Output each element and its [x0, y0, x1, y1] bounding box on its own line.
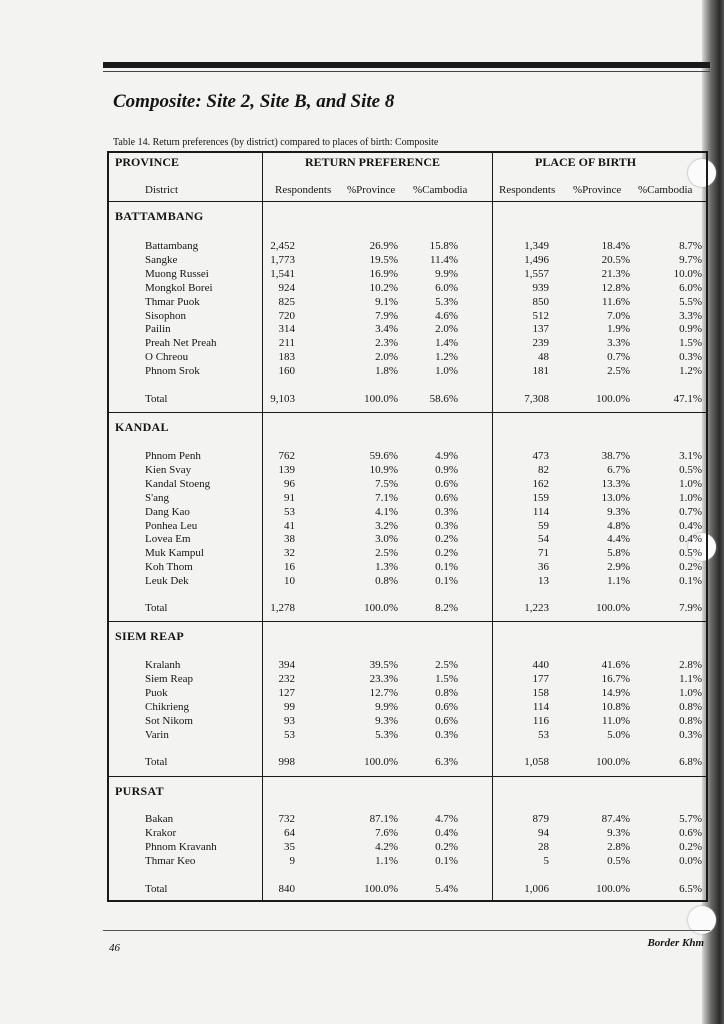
cell-r2: 7,308 [524, 393, 549, 405]
cell-c1: 1.0% [435, 365, 458, 377]
cell-p1: 59.6% [369, 450, 398, 462]
cell-p2: 100.0% [596, 602, 630, 614]
cell-p2: 2.8% [607, 841, 630, 853]
footer-rule [103, 930, 710, 931]
cell-district: Sangke [145, 254, 178, 266]
cell-r1: 232 [278, 673, 295, 685]
cell-p1: 12.7% [369, 687, 398, 699]
cell-c2: 0.2% [679, 841, 702, 853]
cell-p2: 14.9% [601, 687, 630, 699]
cell-c2: 0.8% [679, 715, 702, 727]
cell-district: Lovea Em [145, 533, 191, 545]
table-row [107, 463, 708, 477]
cell-r1: 160 [278, 365, 295, 377]
cell-p1: 3.2% [375, 520, 398, 532]
cell-p2: 11.0% [601, 715, 630, 727]
table-row [107, 364, 708, 378]
cell-district: Kien Svay [145, 464, 192, 476]
cell-r1: 840 [278, 883, 295, 895]
cell-r2: 5 [543, 855, 549, 867]
cell-p2: 1.1% [607, 575, 630, 587]
header-return-preference: RETURN PREFERENCE [305, 155, 441, 169]
cell-p1: 1.8% [375, 365, 398, 377]
cell-p2: 100.0% [596, 756, 630, 768]
cell-district: Siem Reap [145, 673, 193, 685]
cell-p2: 5.8% [607, 547, 630, 559]
table-row [107, 267, 708, 281]
cell-r1: 10 [284, 575, 295, 587]
cell-r2: 1,006 [524, 883, 549, 895]
cell-r2: 54 [538, 533, 549, 545]
table-row [107, 295, 708, 309]
cell-r1: 1,541 [270, 268, 295, 280]
page-number: 46 [109, 942, 120, 954]
cell-p2: 13.3% [601, 478, 630, 490]
cell-c2: 1.0% [679, 492, 702, 504]
cell-r2: 879 [532, 813, 549, 825]
cell-c1: 0.8% [435, 687, 458, 699]
table-row [107, 574, 708, 588]
cell-c1: 9.9% [435, 268, 458, 280]
cell-r1: 99 [284, 701, 295, 713]
cell-r1: 314 [278, 323, 295, 335]
table-row [107, 826, 708, 840]
cell-r2: 13 [538, 575, 549, 587]
cell-district: Phnom Kravanh [145, 841, 217, 853]
cell-c1: 0.6% [435, 701, 458, 713]
cell-p2: 9.3% [607, 506, 630, 518]
cell-p1: 23.3% [369, 673, 398, 685]
cell-p1: 2.0% [375, 351, 398, 363]
cell-c1: 0.6% [435, 478, 458, 490]
cell-c2: 10.0% [673, 268, 702, 280]
cell-p1: 10.2% [369, 282, 398, 294]
cell-c1: 8.2% [435, 602, 458, 614]
cell-p1: 7.9% [375, 310, 398, 322]
cell-district: Phnom Penh [145, 450, 201, 462]
cell-c2: 2.8% [679, 659, 702, 671]
cell-r2: 162 [532, 478, 549, 490]
cell-r1: 998 [278, 756, 295, 768]
cell-r2: 59 [538, 520, 549, 532]
cell-r1: 825 [278, 296, 295, 308]
cell-r2: 158 [532, 687, 549, 699]
cell-p2: 2.5% [607, 365, 630, 377]
cell-p1: 39.5% [369, 659, 398, 671]
cell-district: Total [145, 756, 168, 768]
cell-c2: 0.6% [679, 827, 702, 839]
cell-r1: 38 [284, 533, 295, 545]
table-row [107, 309, 708, 323]
cell-c1: 1.4% [435, 337, 458, 349]
cell-c2: 5.7% [679, 813, 702, 825]
cell-c2: 0.1% [679, 575, 702, 587]
cell-p1: 7.5% [375, 478, 398, 490]
cell-r1: 127 [278, 687, 295, 699]
cell-r1: 93 [284, 715, 295, 727]
cell-district: Total [145, 883, 168, 895]
cell-r1: 732 [278, 813, 295, 825]
total-row [107, 882, 708, 896]
cell-p2: 10.8% [601, 701, 630, 713]
cell-p1: 4.1% [375, 506, 398, 518]
table-row [107, 686, 708, 700]
cell-c2: 1.0% [679, 687, 702, 699]
cell-p2: 21.3% [601, 268, 630, 280]
cell-p2: 100.0% [596, 393, 630, 405]
cell-c2: 5.5% [679, 296, 702, 308]
cell-r2: 440 [532, 659, 549, 671]
cell-r2: 239 [532, 337, 549, 349]
header-pct-province-1: %Province [347, 184, 396, 196]
cell-r1: 96 [284, 478, 295, 490]
cell-c1: 4.9% [435, 450, 458, 462]
cell-r2: 1,349 [524, 240, 549, 252]
cell-r1: 183 [278, 351, 295, 363]
cell-district: Krakor [145, 827, 177, 839]
cell-c1: 0.9% [435, 464, 458, 476]
cell-c2: 1.5% [679, 337, 702, 349]
cell-c2: 0.5% [679, 464, 702, 476]
cell-district: Kralanh [145, 659, 181, 671]
cell-r1: 53 [284, 506, 295, 518]
cell-p1: 100.0% [364, 756, 398, 768]
header-rule-thin [103, 71, 710, 72]
cell-r2: 71 [538, 547, 549, 559]
cell-r1: 91 [284, 492, 295, 504]
cell-p2: 6.7% [607, 464, 630, 476]
cell-p1: 5.3% [375, 729, 398, 741]
cell-c1: 6.0% [435, 282, 458, 294]
cell-district: Varin [145, 729, 169, 741]
cell-c2: 0.4% [679, 520, 702, 532]
cell-p2: 18.4% [601, 240, 630, 252]
cell-p1: 2.3% [375, 337, 398, 349]
table-row [107, 658, 708, 672]
cell-district: Leuk Dek [145, 575, 189, 587]
province-heading: SIEM REAP [115, 629, 185, 643]
cell-c2: 1.1% [679, 673, 702, 685]
cell-r2: 28 [538, 841, 549, 853]
cell-c1: 5.3% [435, 296, 458, 308]
table-row [107, 239, 708, 253]
cell-p1: 100.0% [364, 602, 398, 614]
cell-c1: 6.3% [435, 756, 458, 768]
province-heading: PURSAT [115, 784, 164, 798]
cell-c2: 8.7% [679, 240, 702, 252]
header-divider [107, 201, 708, 202]
cell-p1: 100.0% [364, 393, 398, 405]
cell-c1: 58.6% [429, 393, 458, 405]
cell-c1: 0.1% [435, 855, 458, 867]
header-respondents-2: Respondents [499, 184, 556, 196]
cell-p1: 3.0% [375, 533, 398, 545]
cell-district: Bakan [145, 813, 174, 825]
cell-p1: 0.8% [375, 575, 398, 587]
cell-r1: 394 [278, 659, 295, 671]
cell-r2: 181 [532, 365, 549, 377]
cell-r1: 32 [284, 547, 295, 559]
cell-r2: 137 [532, 323, 549, 335]
cell-p2: 7.0% [607, 310, 630, 322]
cell-district: Pailin [145, 323, 171, 335]
cell-c2: 0.9% [679, 323, 702, 335]
cell-p1: 9.3% [375, 715, 398, 727]
cell-p2: 20.5% [601, 254, 630, 266]
cell-r1: 762 [278, 450, 295, 462]
cell-c2: 6.8% [679, 756, 702, 768]
cell-district: S'ang [145, 492, 169, 504]
cell-p1: 100.0% [364, 883, 398, 895]
cell-r2: 94 [538, 827, 549, 839]
table-row [107, 840, 708, 854]
cell-district: Puok [145, 687, 168, 699]
total-row [107, 755, 708, 769]
cell-p1: 19.5% [369, 254, 398, 266]
section-divider [107, 621, 708, 622]
header-place-of-birth: PLACE OF BIRTH [535, 155, 637, 169]
cell-r2: 114 [532, 506, 549, 518]
cell-r1: 720 [278, 310, 295, 322]
cell-p2: 1.9% [607, 323, 630, 335]
section-divider [107, 412, 708, 413]
cell-district: Preah Net Preah [145, 337, 217, 349]
cell-c2: 7.9% [679, 602, 702, 614]
cell-p2: 13.0% [601, 492, 630, 504]
cell-r1: 9,103 [270, 393, 295, 405]
cell-p1: 7.6% [375, 827, 398, 839]
cell-c2: 1.0% [679, 478, 702, 490]
cell-r1: 9 [289, 855, 295, 867]
cell-district: O Chreou [145, 351, 189, 363]
cell-p1: 1.1% [375, 855, 398, 867]
cell-r1: 35 [284, 841, 295, 853]
table-row [107, 253, 708, 267]
cell-c2: 0.3% [679, 351, 702, 363]
total-row [107, 601, 708, 615]
cell-district: Dang Kao [145, 506, 190, 518]
total-row [107, 392, 708, 406]
cell-r1: 211 [278, 337, 295, 349]
cell-c1: 0.3% [435, 506, 458, 518]
cell-district: Muong Russei [145, 268, 209, 280]
table-row [107, 714, 708, 728]
section-divider [107, 776, 708, 777]
cell-c1: 5.4% [435, 883, 458, 895]
cell-c2: 6.5% [679, 883, 702, 895]
header-pct-cambodia-2: %Cambodia [638, 184, 693, 196]
header-province: PROVINCE [115, 155, 180, 169]
cell-p1: 10.9% [369, 464, 398, 476]
cell-c2: 3.3% [679, 310, 702, 322]
cell-r2: 177 [532, 673, 549, 685]
table-row [107, 560, 708, 574]
cell-district: Muk Kampul [145, 547, 204, 559]
table-row [107, 700, 708, 714]
table-row [107, 322, 708, 336]
cell-r1: 2,452 [270, 240, 295, 252]
cell-r2: 473 [532, 450, 549, 462]
cell-r2: 82 [538, 464, 549, 476]
cell-c2: 9.7% [679, 254, 702, 266]
cell-c1: 0.1% [435, 561, 458, 573]
cell-r1: 53 [284, 729, 295, 741]
header-district: District [145, 184, 178, 196]
cell-p2: 12.8% [601, 282, 630, 294]
cell-p1: 26.9% [369, 240, 398, 252]
cell-district: Thmar Puok [145, 296, 200, 308]
cell-p2: 87.4% [601, 813, 630, 825]
cell-c1: 1.2% [435, 351, 458, 363]
cell-c1: 2.5% [435, 659, 458, 671]
cell-p1: 7.1% [375, 492, 398, 504]
cell-district: Chikrieng [145, 701, 189, 713]
cell-c1: 0.1% [435, 575, 458, 587]
cell-p2: 4.8% [607, 520, 630, 532]
table-row [107, 812, 708, 826]
cell-c2: 47.1% [673, 393, 702, 405]
cell-r1: 1,278 [270, 602, 295, 614]
cell-c1: 0.2% [435, 533, 458, 545]
cell-r2: 1,557 [524, 268, 549, 280]
cell-c1: 11.4% [429, 254, 458, 266]
cell-district: Sisophon [145, 310, 186, 322]
cell-district: Total [145, 393, 168, 405]
cell-p2: 16.7% [601, 673, 630, 685]
cell-r2: 116 [532, 715, 549, 727]
table-row [107, 505, 708, 519]
cell-p1: 1.3% [375, 561, 398, 573]
cell-p2: 38.7% [601, 450, 630, 462]
cell-p1: 3.4% [375, 323, 398, 335]
cell-r1: 64 [284, 827, 295, 839]
cell-p1: 2.5% [375, 547, 398, 559]
cell-c2: 6.0% [679, 282, 702, 294]
cell-c2: 0.8% [679, 701, 702, 713]
table-row [107, 336, 708, 350]
cell-r2: 36 [538, 561, 549, 573]
cell-r2: 1,058 [524, 756, 549, 768]
cell-c2: 0.2% [679, 561, 702, 573]
cell-p2: 41.6% [601, 659, 630, 671]
cell-c1: 0.3% [435, 729, 458, 741]
cell-p2: 3.3% [607, 337, 630, 349]
cell-p2: 100.0% [596, 883, 630, 895]
cell-c1: 4.6% [435, 310, 458, 322]
cell-district: Total [145, 602, 168, 614]
cell-r2: 512 [532, 310, 549, 322]
cell-r1: 16 [284, 561, 295, 573]
cell-r1: 1,773 [270, 254, 295, 266]
cell-district: Mongkol Borei [145, 282, 213, 294]
cell-c2: 3.1% [679, 450, 702, 462]
table-row [107, 854, 708, 868]
table-row [107, 532, 708, 546]
running-title: Border Khm [647, 937, 704, 949]
cell-p1: 9.9% [375, 701, 398, 713]
table-row [107, 728, 708, 742]
cell-district: Sot Nikom [145, 715, 193, 727]
cell-c1: 2.0% [435, 323, 458, 335]
cell-p2: 0.7% [607, 351, 630, 363]
cell-c1: 0.2% [435, 841, 458, 853]
header-rule [103, 62, 710, 68]
cell-c1: 1.5% [435, 673, 458, 685]
cell-c1: 0.6% [435, 492, 458, 504]
province-heading: BATTAMBANG [115, 209, 204, 223]
cell-p2: 9.3% [607, 827, 630, 839]
cell-district: Battambang [145, 240, 199, 252]
cell-c2: 0.5% [679, 547, 702, 559]
cell-c1: 0.3% [435, 520, 458, 532]
cell-c1: 4.7% [435, 813, 458, 825]
table-row [107, 546, 708, 560]
cell-r2: 114 [532, 701, 549, 713]
cell-r2: 159 [532, 492, 549, 504]
table-row [107, 491, 708, 505]
cell-p1: 4.2% [375, 841, 398, 853]
cell-p2: 0.5% [607, 855, 630, 867]
cell-r1: 41 [284, 520, 295, 532]
cell-c2: 0.0% [679, 855, 702, 867]
header-respondents-1: Respondents [275, 184, 332, 196]
cell-p2: 5.0% [607, 729, 630, 741]
province-heading: KANDAL [115, 420, 169, 434]
table-row [107, 519, 708, 533]
header-pct-province-2: %Province [573, 184, 622, 196]
table-caption: Table 14. Return preferences (by district) compared to places of birth: Composite [113, 137, 439, 148]
cell-c1: 0.2% [435, 547, 458, 559]
cell-p1: 87.1% [369, 813, 398, 825]
header-pct-cambodia-1: %Cambodia [413, 184, 468, 196]
table-row [107, 281, 708, 295]
cell-district: Thmar Keo [145, 855, 196, 867]
cell-r1: 924 [278, 282, 295, 294]
cell-r2: 53 [538, 729, 549, 741]
cell-p2: 11.6% [601, 296, 630, 308]
cell-r2: 850 [532, 296, 549, 308]
cell-c2: 0.3% [679, 729, 702, 741]
table-row [107, 477, 708, 491]
cell-r2: 48 [538, 351, 549, 363]
cell-c2: 0.4% [679, 533, 702, 545]
cell-c1: 0.6% [435, 715, 458, 727]
cell-c1: 0.4% [435, 827, 458, 839]
cell-r1: 139 [278, 464, 295, 476]
cell-district: Koh Thom [145, 561, 193, 573]
cell-c1: 15.8% [429, 240, 458, 252]
cell-r2: 939 [532, 282, 549, 294]
cell-p2: 2.9% [607, 561, 630, 573]
cell-district: Phnom Srok [145, 365, 200, 377]
cell-p1: 9.1% [375, 296, 398, 308]
cell-p1: 16.9% [369, 268, 398, 280]
table-row [107, 350, 708, 364]
table-row [107, 672, 708, 686]
cell-c2: 0.7% [679, 506, 702, 518]
cell-c2: 1.2% [679, 365, 702, 377]
cell-r2: 1,496 [524, 254, 549, 266]
cell-p2: 4.4% [607, 533, 630, 545]
page-title: Composite: Site 2, Site B, and Site 8 [113, 91, 395, 112]
cell-district: Ponhea Leu [145, 520, 198, 532]
cell-district: Kandal Stoeng [145, 478, 211, 490]
cell-r2: 1,223 [524, 602, 549, 614]
table-row [107, 449, 708, 463]
